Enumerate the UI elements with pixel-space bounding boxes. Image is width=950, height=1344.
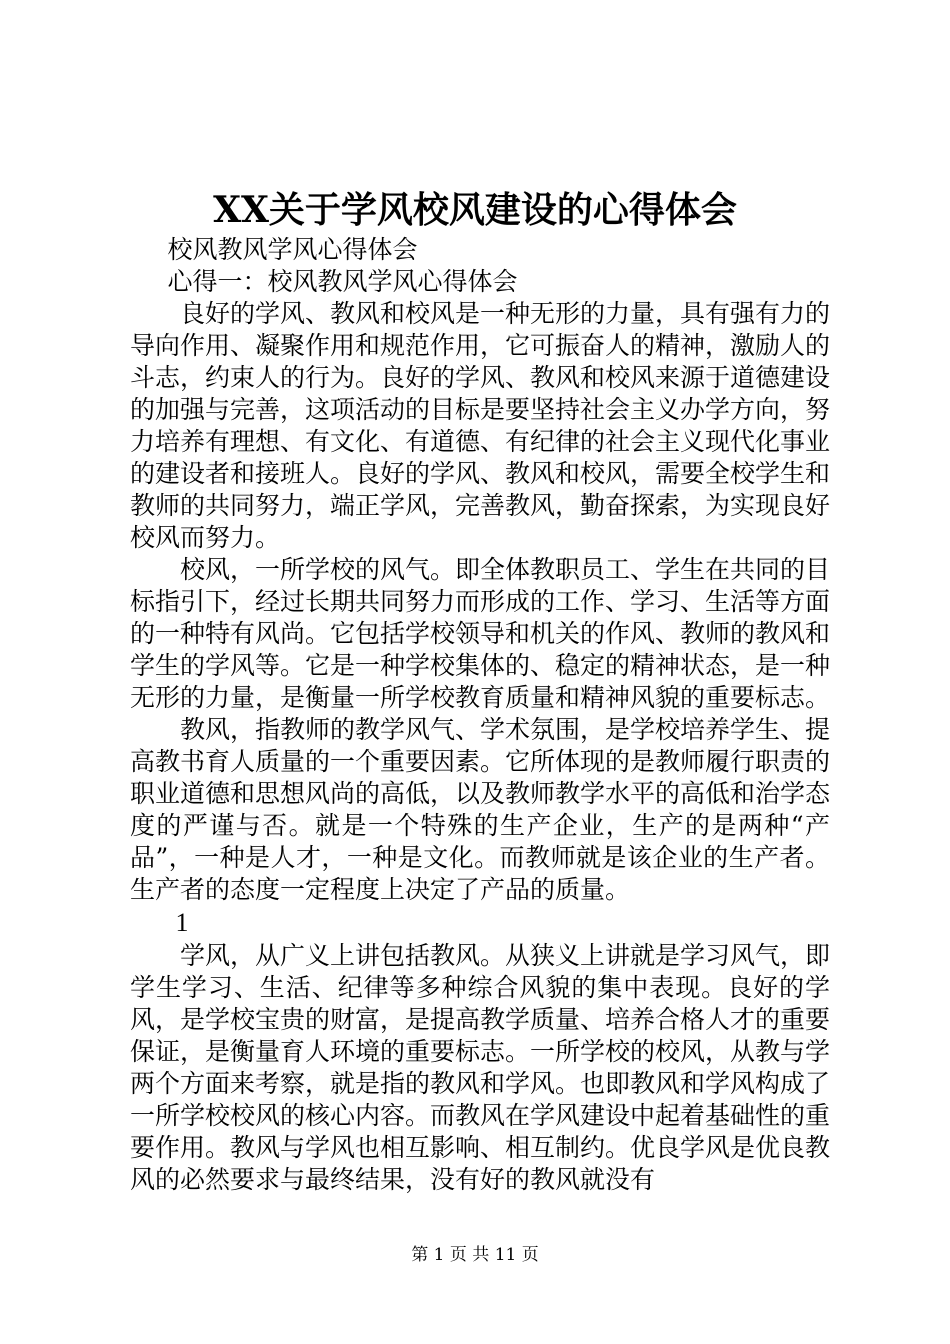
document-body — [130, 234, 830, 1196]
paragraph: 校风，一所学校的风气。即全体教职员工、学生在共同的目标指引下，经过长期共同努力而形成的工作、学习、生活等方面的一种特有风尚。它包括学校领导和机关的作风、教师的教风和学生的学风等。它是一种学校集体的、稳定的精神状态，是一种无形的力量，是衡量一所学校教育质量和精神风貌的重要标志。 — [130, 555, 831, 712]
paragraph: 教风，指教师的教学风气、学术氛围，是学校培养学生、提高教书育人质量的一个重要因素。它所体现的是教师履行职责的职业道德和思想风尚的高低，以及教师教学水平的高低和治学态度的严谨与否。就是一个特殊的生产企业，生产的是两种“产品”，一种是人才，一种是文化。而教师就是该企业的生产者。生产者的态度一定程度上决定了产品的质量。 — [130, 715, 831, 904]
paragraph: 良好的学风、教风和校风是一种无形的力量，具有强有力的导向作用、凝聚作用和规范作用，它可振奋人的精神，激励人的斗志，约束人的行为。良好的学风、教风和校风来源于道德建设的加强与完善，这项活动的目标是要坚持社会主义办学方向，努力培养有理想、有文化、有道德、有纪律的社会主义现代化事业的建设者和接班人。良好的学风、教风和校风，需要全校学生和教师的共同努力，端正学风，完善教风，勤奋探索，为实现良好校风而努力。 — [130, 299, 831, 552]
page-marker: 1 — [175, 908, 189, 937]
document-title: XX关于学风校风建设的心得体会 — [213, 189, 737, 231]
page-footer: 第 1 页 共 11 页 — [411, 1245, 539, 1265]
subtitle-line: 校风教风学风心得体会 — [167, 235, 418, 264]
section-heading: 心得一：校风教风学风心得体会 — [167, 267, 518, 296]
paragraph: 学风，从广义上讲包括教风。从狭义上讲就是学习风气，即学生学习、生活、纪律等多种综合风貌的集中表现。良好的学风，是学校宝贵的财富，是提高教学质量、培养合格人才的重要保证，是衡量育人环境的重要标志。一所学校的校风，从教与学两个方面来考察，就是指的教风和学风。也即教风和学风构成了一所学校校风的核心内容。而教风在学风建设中起着基础性的重要作用。教风与学风也相互影响、相互制约。优良学风是优良教风的必然要求与最终结果，没有好的教风就没有 — [130, 941, 831, 1194]
